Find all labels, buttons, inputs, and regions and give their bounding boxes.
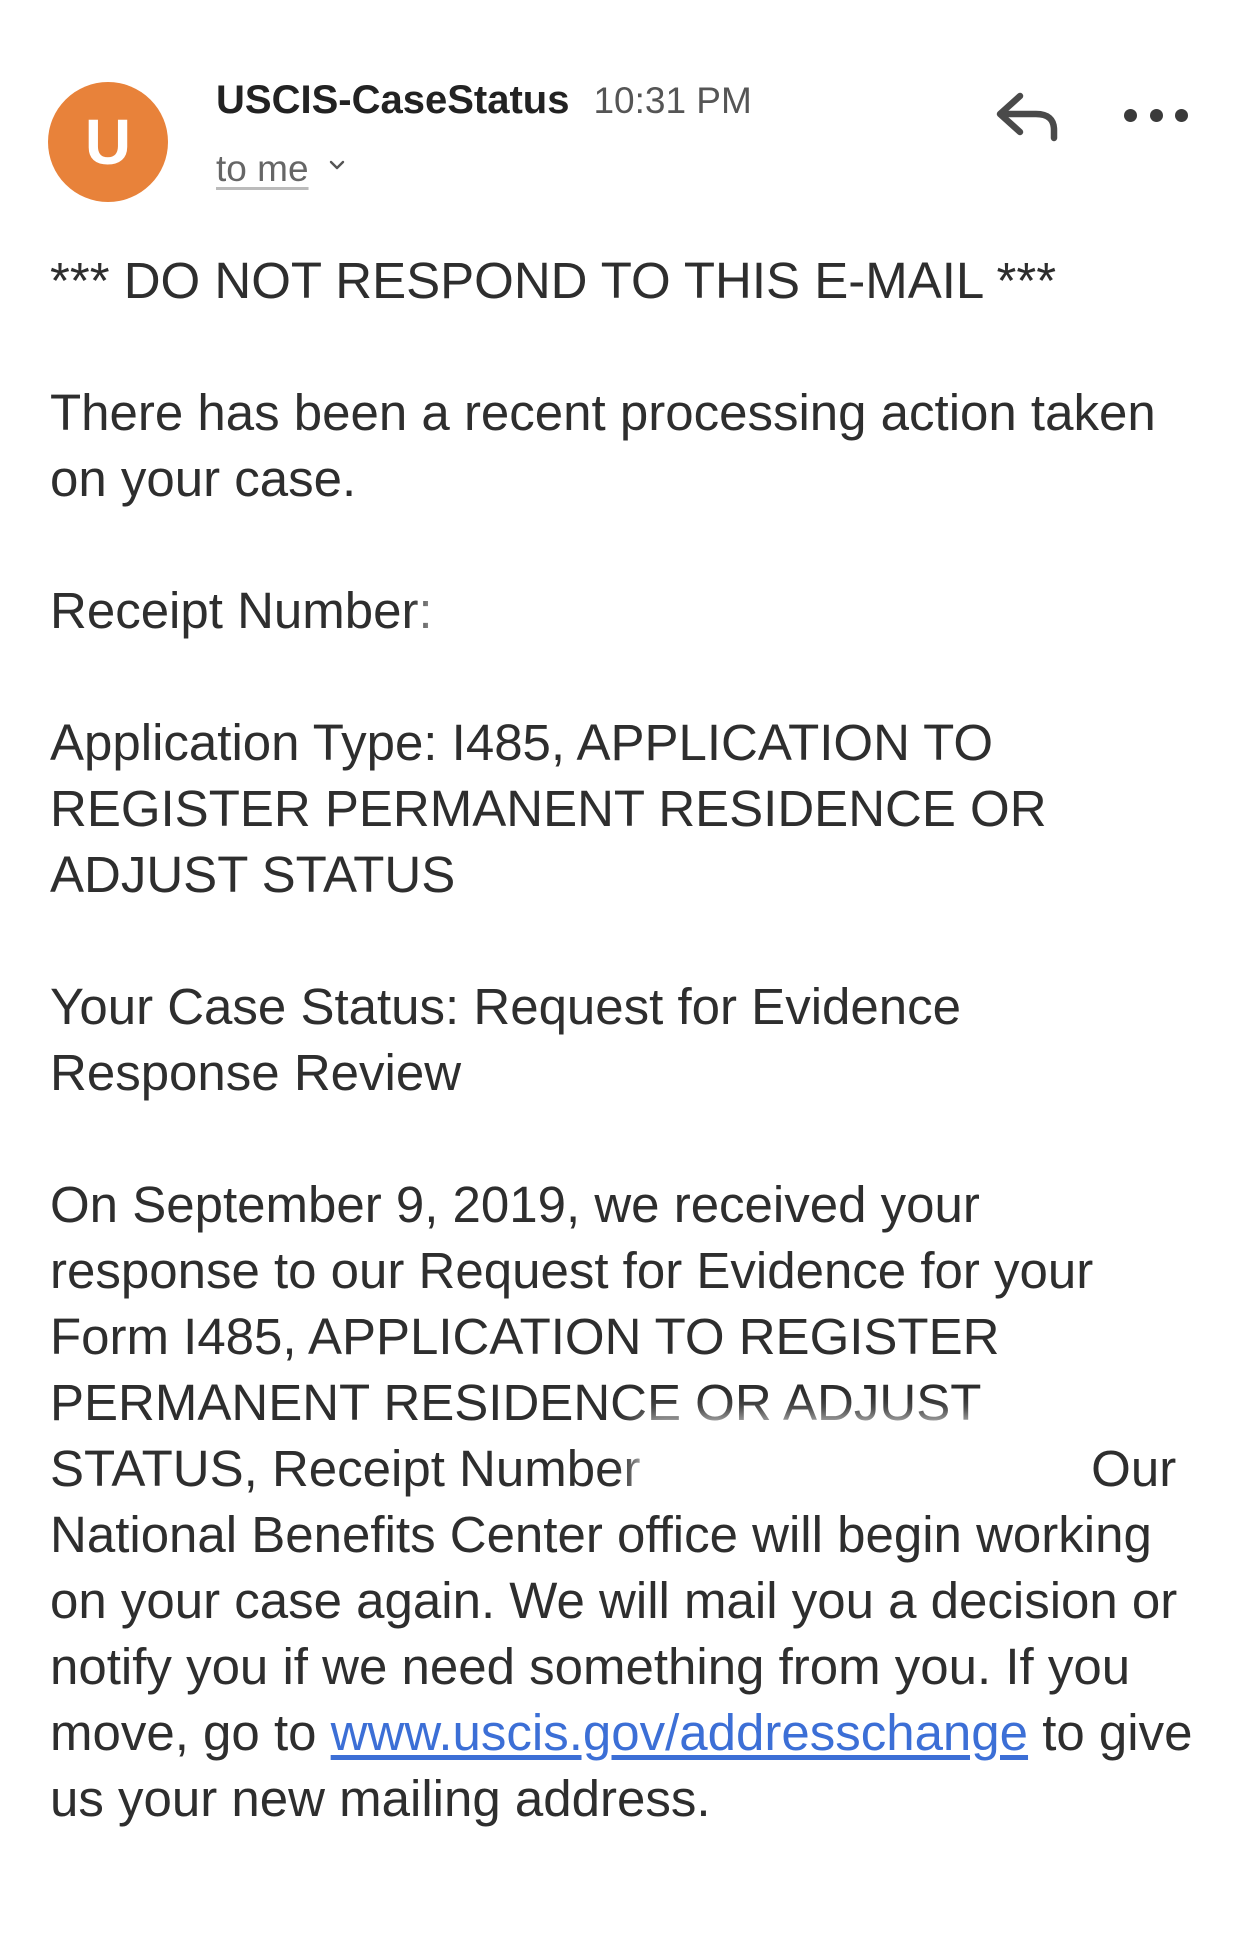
email-header: [0, 0, 1242, 220]
application-type-label: Application Type:: [50, 714, 438, 771]
more-dot: [1150, 109, 1163, 122]
main-text-1: On September 9, 2019, we received your response to our Request for Evidence for your Form I485, APPLICATION TO REGISTER PERMANENT RESIDENCE OR ADJUST STATUS, Receipt Number: [50, 1176, 1094, 1497]
more-dot: [1175, 109, 1188, 122]
receipt-paragraph: [50, 578, 1200, 644]
sender-line: [216, 78, 752, 123]
redacted-receipt-number: [447, 578, 923, 644]
more-horizontal-icon[interactable]: [1124, 100, 1188, 130]
sender-avatar[interactable]: U: [48, 82, 168, 202]
email-body: [50, 248, 1200, 1832]
case-status-label: Your Case Status:: [50, 978, 460, 1035]
redacted-receipt-number-inline: [655, 1436, 1077, 1502]
main-paragraph: [50, 1172, 1200, 1832]
application-type-value: I485, APPLICATION TO REGISTER PERMANENT RESIDENCE OR ADJUST STATUS: [50, 714, 1047, 903]
warning-line: *** DO NOT RESPOND TO THIS E-MAIL ***: [50, 252, 1057, 309]
more-dot: [1124, 109, 1137, 122]
recipient-toggle[interactable]: [216, 148, 345, 190]
main-text-2: Our National Benefits Center office will begin working on your case again. We will mail you a decision or notify you if we need something from you. If you move, go to: [50, 1440, 1178, 1761]
receipt-label: Receipt Number:: [50, 582, 433, 639]
email-time: 10:31 PM: [593, 80, 752, 121]
chevron-down-icon[interactable]: [329, 157, 345, 173]
address-change-link[interactable]: www.uscis.gov/addresschange: [330, 1704, 1029, 1761]
case-status-value: Request for Evidence Response Review: [50, 978, 961, 1101]
application-type-paragraph: [50, 710, 1200, 908]
reply-arrow-icon[interactable]: [990, 86, 1064, 146]
main-text-3: to give us your new mailing address.: [50, 1704, 1193, 1827]
sender-name[interactable]: USCIS-CaseStatus: [216, 78, 570, 122]
intro-paragraph: There has been a recent processing action taken on your case.: [50, 384, 1156, 507]
case-status-paragraph: [50, 974, 1200, 1106]
recipient-label[interactable]: to me: [216, 148, 309, 189]
